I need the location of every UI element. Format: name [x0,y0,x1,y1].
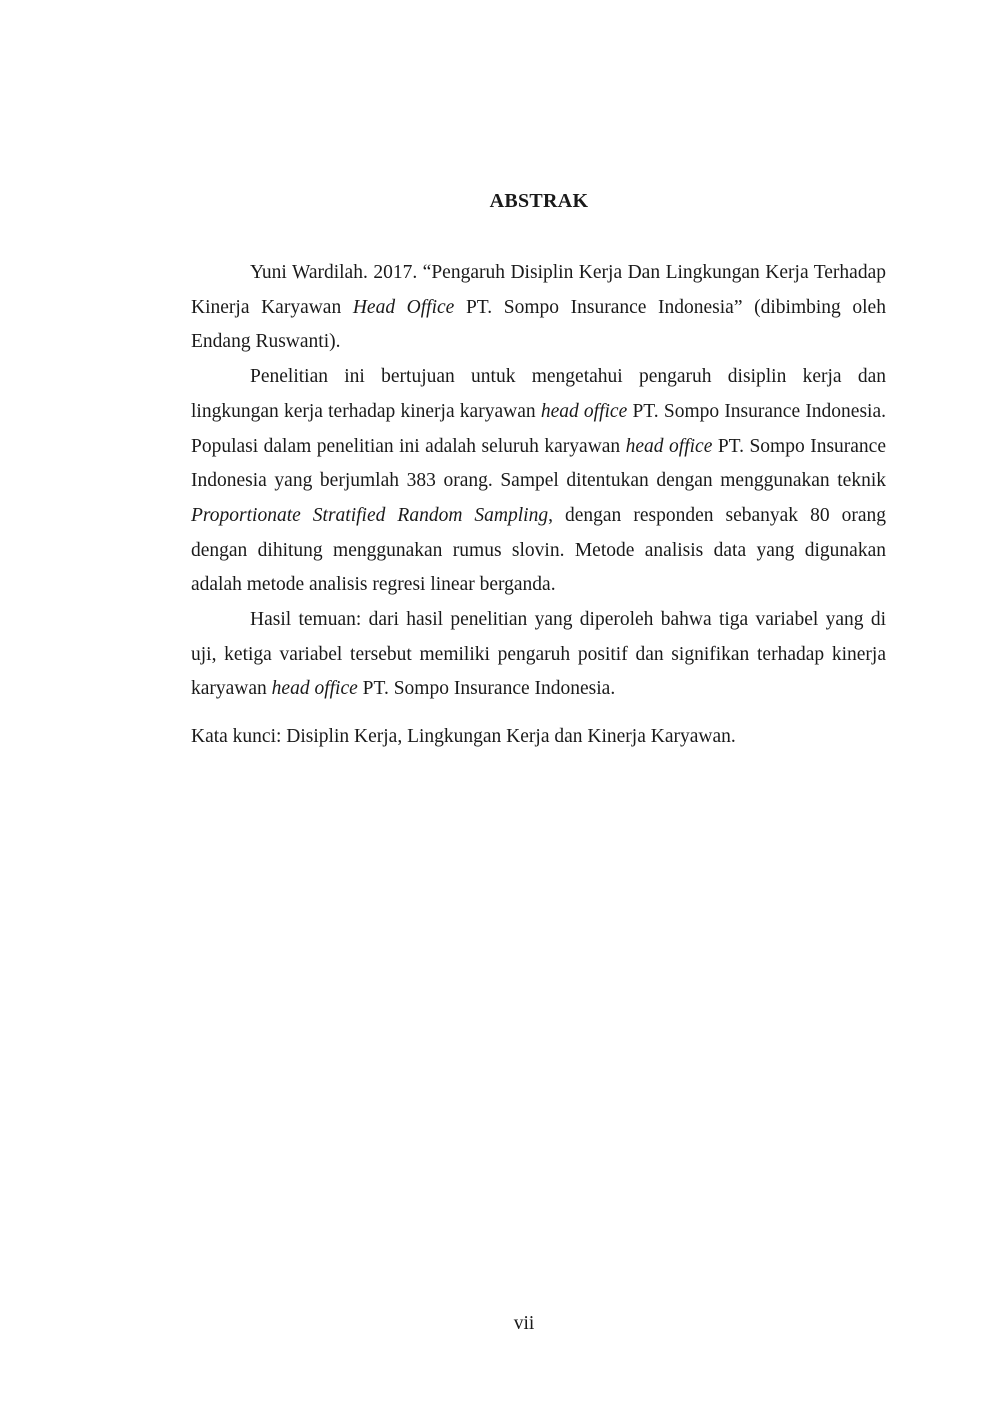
research-italic-2: head office [625,435,713,457]
research-text-4: , dengan responden sebanyak 80 orang dengan dihitung menggunakan rumus slovin. Metode analisis data yang digunakan adalah metode analisis regresi linear berganda. [191,504,886,596]
abstract-title: ABSTRAK [489,190,589,212]
research-text-1: Penelitian ini bertujuan untuk mengetahui pengaruh disiplin kerja dan lingkungan kerja terhadap kinerja karyawan [191,366,886,422]
citation-paragraph [191,256,886,360]
findings-paragraph [191,603,886,707]
findings-text-1: Hasil temuan: dari hasil penelitian yang diperoleh bahwa tiga variabel yang di uji, ketiga variabel tersebut memiliki pengaruh positif dan signifikan terhadap kinerja karyawan [191,609,886,700]
citation-author-year: Yuni Wardilah. 2017. “Pengaruh Disiplin Kerja Dan Lingkungan Kerja Terhadap Kinerja Karyawan [191,262,886,318]
findings-text-2: PT. Sompo Insurance Indonesia. [357,678,616,700]
abstract-body [191,256,886,755]
citation-title-italic: Head Office [352,296,455,318]
page-number: vii [513,1313,535,1334]
research-italic-3: Proportionate Stratified Random Sampling [191,504,549,526]
research-text-2: PT. Sompo Insurance Indonesia. Populasi dalam penelitian ini adalah seluruh karyawan [191,400,886,457]
research-paragraph [191,360,886,603]
keywords-line: Kata kunci: Disiplin Kerja, Lingkungan Kerja dan Kinerja Karyawan. [191,726,736,748]
research-italic-1: head office [540,400,628,422]
findings-italic-1: head office [271,678,358,700]
research-text-3: PT. Sompo Insurance Indonesia yang berjumlah 383 orang. Sampel ditentukan dengan menggunakan teknik [191,435,886,492]
citation-title-rest: PT. Sompo Insurance Indonesia” (dibimbing oleh Endang Ruswanti). [191,296,886,353]
